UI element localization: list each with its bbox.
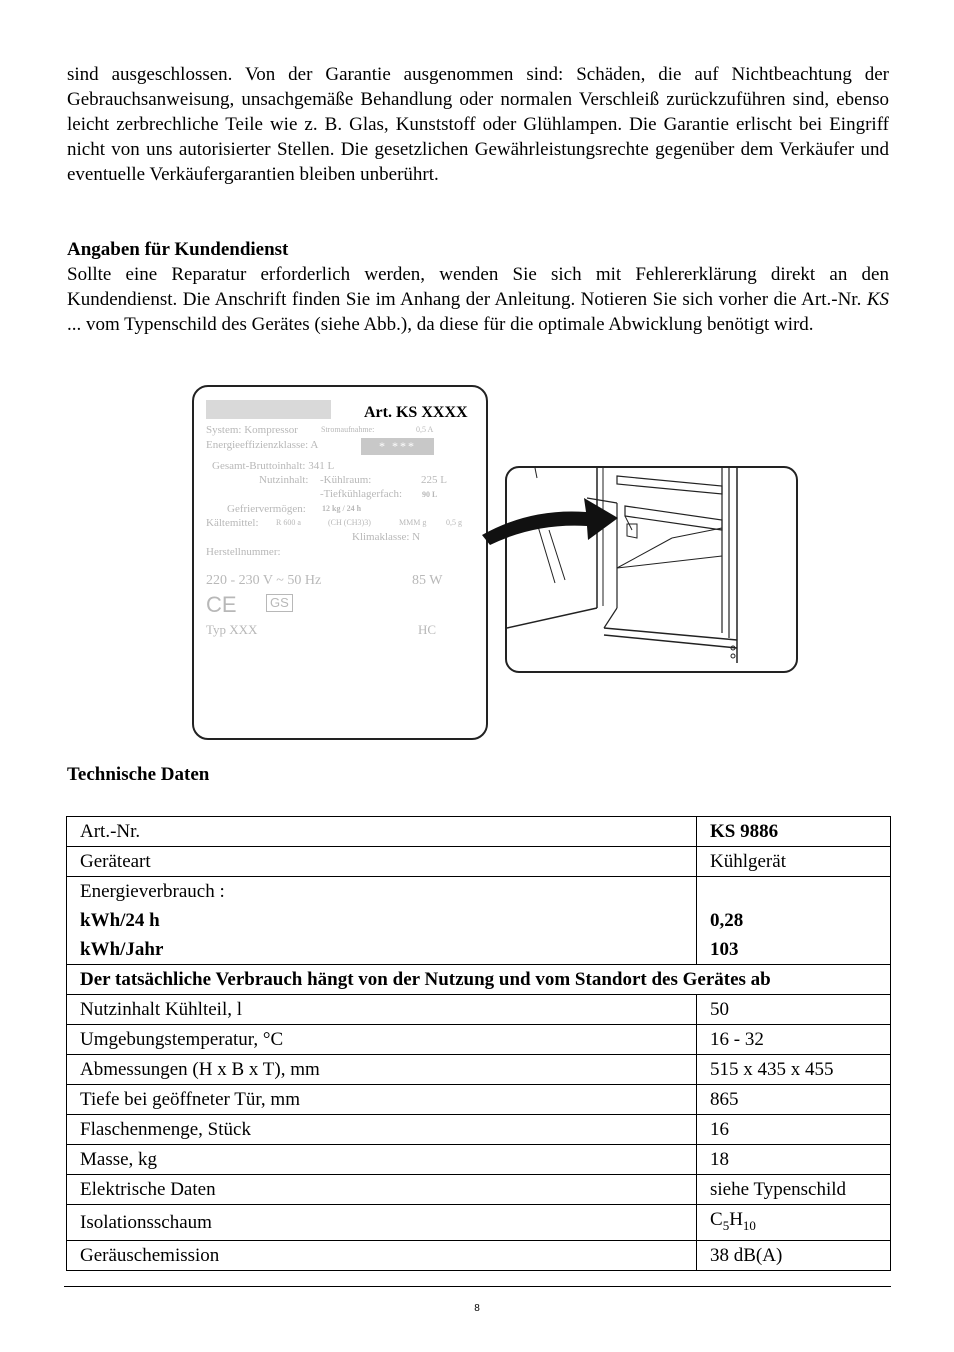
service-text-before: Sollte eine Reparatur erforderlich werden, wenden Sie sich mit Fehlererklärung direkt an den Kundendienst. Die Anschrift finden Sie im Anhang der Anleitung. Notieren Sie sich vorher die Art.-Nr. (67, 264, 889, 310)
nameplate-typ: Typ XXX (206, 622, 258, 637)
table-row (67, 1145, 891, 1175)
table-row (67, 817, 891, 847)
nameplate-brutto: Gesamt-Bruttoinhalt: 341 L (212, 460, 335, 472)
row-label: Masse, kg (67, 1145, 697, 1175)
nameplate-nutzinhalt: Nutzinhalt: (259, 474, 309, 486)
nameplate-stromaufnahme-value: 0,5 A (416, 425, 434, 434)
table-row (67, 1240, 891, 1270)
consumption-note: Der tatsächliche Verbrauch hängt von der Nutzung und vom Standort des Gerätes ab (67, 965, 891, 995)
nameplate-stromaufnahme: Stromaufnahme: (321, 425, 375, 434)
nameplate-system: System: Kompressor (206, 424, 298, 436)
table-row (67, 1175, 891, 1205)
nameplate-kuehlraum: -Kühlraum: (320, 474, 372, 486)
row-value: 50 (697, 995, 891, 1025)
kwh24-label: kWh/24 h (80, 910, 160, 931)
energie-values-cell (697, 877, 891, 965)
nameplate-voltage: 220 - 230 V ~ 50 Hz (206, 573, 322, 588)
service-heading: Angaben für Kundendienst (67, 239, 289, 260)
nameplate-tiefkuehl: -Tiefkühlagerfach: (320, 488, 403, 500)
row-label: Nutzinhalt Kühlteil, l (67, 995, 697, 1025)
nameplate-mmm-value: 0,5 g (446, 518, 462, 527)
nameplate-gefrier-value: 12 kg / 24 h (322, 504, 362, 513)
nameplate-logo-bar (206, 400, 331, 419)
nameplate-herstell: Herstellnummer: (206, 546, 281, 558)
nameplate-klima: Klimaklasse: N (352, 531, 421, 543)
kwhjahr-label: kWh/Jahr (80, 939, 164, 960)
ce-mark: CE (206, 592, 237, 617)
table-row (67, 1055, 891, 1085)
energie-label: Energieverbrauch : (80, 881, 225, 902)
nameplate-formula: (CH (CH3)3) (328, 518, 371, 527)
nameplate-hc: HC (418, 622, 437, 637)
footer-divider (64, 1286, 891, 1287)
kwh24-value: 0,28 (710, 910, 744, 931)
geraet-label: Geräteart (67, 847, 697, 877)
geraet-value: Kühlgerät (697, 847, 891, 877)
nameplate-kaeltemittel-value: R 600 a (276, 518, 301, 527)
table-row (67, 877, 891, 965)
art-value: KS 9886 (697, 817, 891, 847)
table-row (67, 1205, 891, 1241)
table-row (67, 995, 891, 1025)
nameplate-tiefkuehl-value: 90 L (422, 490, 438, 499)
page-number: 8 (474, 1303, 480, 1314)
service-text-after: ... vom Typenschild des Gerätes (siehe Abb.), da diese für die optimale Abwicklung benötigt wird. (67, 314, 814, 335)
table-row (67, 1085, 891, 1115)
intro-paragraph: sind ausgeschlossen. Von der Garantie ausgenommen sind: Schäden, die auf Nichtbeachtung der Gebrauchsanweisung, unsachgemäße Behandlung oder normalen Verschleiß zurückzuführen sind, ebenso leicht zerbrechliche Teile wie z. B. Glas, Kunststoff oder Glühlampen. Die Garantie erlischt bei Eingriff nicht von uns autorisierter Stellen. Die gesetzlichen Gewährleistungsrechte gegenüber dem Verkäufer und eventuelle Verkäufergarantien bleiben unberührt. (67, 64, 889, 185)
nameplate-stars: * *** (361, 438, 434, 455)
row-value: 16 (697, 1115, 891, 1145)
row-value: siehe Typenschild (697, 1175, 891, 1205)
row-label: Elektrische Daten (67, 1175, 697, 1205)
noise-label: Geräuschemission (67, 1240, 697, 1270)
row-label: Flaschenmenge, Stück (67, 1115, 697, 1145)
row-label: Tiefe bei geöffneter Tür, mm (67, 1085, 697, 1115)
tech-heading: Technische Daten (67, 764, 210, 785)
nameplate-art: Art. KS XXXX (364, 404, 468, 421)
service-text-italic: KS (866, 289, 889, 310)
row-value: 18 (697, 1145, 891, 1175)
nameplate-figure (192, 385, 488, 740)
nameplate-gefrier: Gefriervermögen: (227, 503, 306, 515)
table-row (67, 965, 891, 995)
row-value: 515 x 435 x 455 (697, 1055, 891, 1085)
row-value: 16 - 32 (697, 1025, 891, 1055)
table-row (67, 847, 891, 877)
nameplate-watt: 85 W (412, 573, 443, 588)
row-value: 865 (697, 1085, 891, 1115)
art-label: Art.-Nr. (67, 817, 697, 847)
energie-cell (67, 877, 697, 965)
table-row (67, 1025, 891, 1055)
nameplate-energie: Energieeffizienzklasse: A (206, 439, 319, 451)
gs-mark: GS (266, 594, 293, 612)
tech-data-table (66, 816, 891, 1271)
row-label: Umgebungstemperatur, °C (67, 1025, 697, 1055)
noise-value: 38 dB(A) (697, 1240, 891, 1270)
row-label: Abmessungen (H x B x T), mm (67, 1055, 697, 1085)
nameplate-kaeltemittel: Kältemittel: (206, 517, 259, 529)
nameplate-mmm: MMM g (399, 518, 427, 527)
service-paragraph (67, 262, 889, 337)
kwhjahr-value: 103 (710, 939, 739, 960)
table-row (67, 1115, 891, 1145)
arrow-icon (480, 490, 620, 550)
nameplate-kuehlraum-value: 225 L (421, 474, 447, 486)
iso-value: $C_5H_{10}$ (697, 1205, 891, 1241)
iso-label: Isolationsschaum (67, 1205, 697, 1241)
